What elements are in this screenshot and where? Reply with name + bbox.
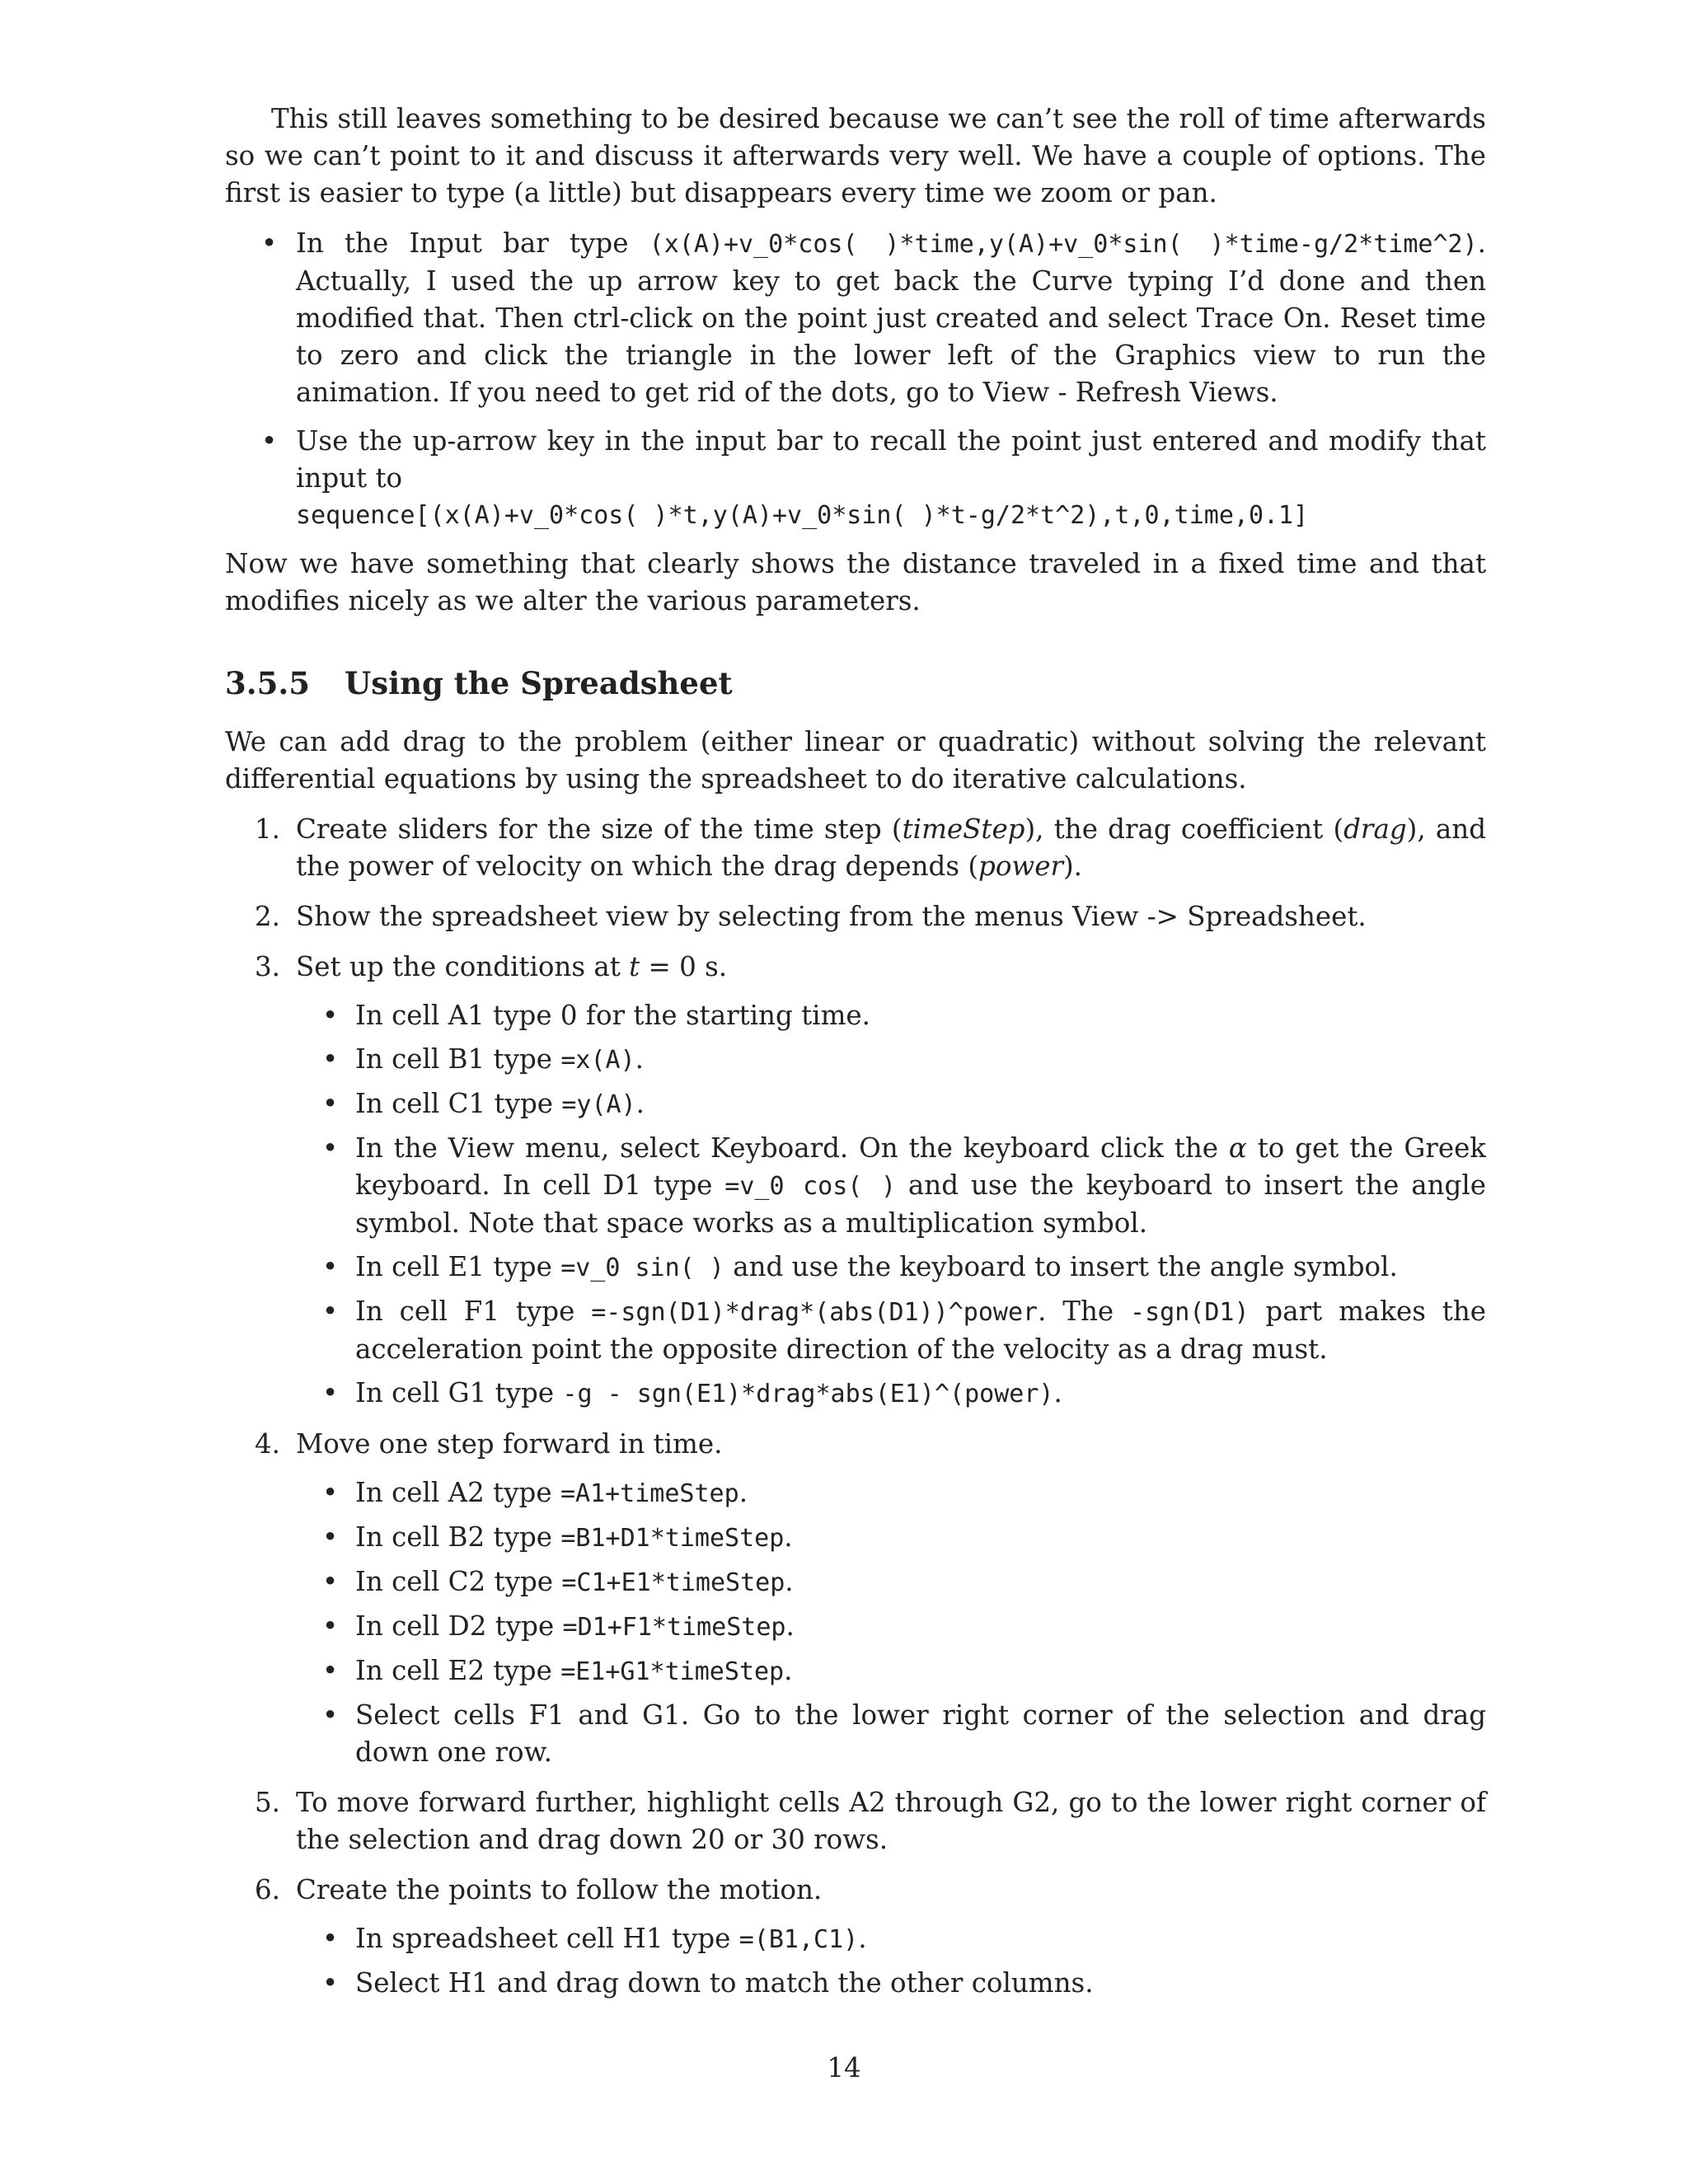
sequence-command: sequence[(x(A)+v_0*cos( )*t,y(A)+v_0*sin( )*t-g/2*t^2),t,0,time,0.1] <box>296 501 1309 530</box>
document-page <box>225 101 1486 2015</box>
section-number: 3.5.5 <box>225 665 310 701</box>
intro-paragraph: This still leaves something to be desired because we can’t see the roll of time afterwards so we can’t point to it and discuss it afterwards very well. We have a couple of options. The first is easier to type (a little) but disappears every time we zoom or pan. <box>225 103 1486 209</box>
section-intro: We can add drag to the problem (either linear or quadratic) without solving the relevant differential equations by using the spreadsheet to do iterative calculations. <box>225 726 1486 794</box>
list-item: • In cell E2 type =E1+G1*timeStep. <box>296 1652 1486 1690</box>
list-item: • Select H1 and drag down to match the other columns. <box>296 1965 1486 2002</box>
list-item: • In cell G1 type -g - sgn(E1)*drag*abs(E1)^(power). <box>296 1375 1486 1413</box>
list-item: • In cell B2 type =B1+D1*timeStep. <box>296 1519 1486 1557</box>
list-item: • In spreadsheet cell H1 type =(B1,C1). <box>296 1920 1486 1958</box>
step-item: 5. To move forward further, highlight cells A2 through G2, go to the lower right corner of the selection and drag down 20 or 30 rows. <box>255 1787 1486 1855</box>
list-item: • Use the up-arrow key in the input bar to recall the point just entered and modify that input to sequence[(x(A)+v_0*cos( )*t,y(A)+v_0*sin( )*t-g/2*t^2),t,0,time,0.1] <box>225 423 1486 534</box>
step-item: 4. Move one step forward in time. • In cell A2 type =A1+timeStep. • In cell B2 type =B1+D1*timeStep. • In cell C2 type =C1+E1*timeStep. • In cell D2 type =D1+F1*timeStep. • In cell E2 type =E1+G1*timeStep. • Select cells F1 and G1. Go to the lower right corner of the selection and drag down one row. <box>225 1426 1486 1771</box>
step-item: 1. Create sliders for the size of the time step (timeStep), the drag coefficient (drag), and the power of velocity on which the drag depends (power). <box>255 813 1487 882</box>
options-list <box>225 225 1486 534</box>
section-heading <box>225 663 1486 704</box>
section-title: Using the Spreadsheet <box>345 665 733 701</box>
list-item: • In the View menu, select Keyboard. On the keyboard click the α to get the Greek keyboard. In cell D1 type =v_0 cos( ) and use the keyboard to insert the angle symbol. Note that space works as a multiplication symbol. <box>296 1130 1486 1242</box>
list-item: • In the Input bar type (x(A)+v_0*cos( )*time,y(A)+v_0*sin( )*time-g/2*time^2). Actually, I used the up arrow key to get back the Curve typing I’d done and then modified that. Then ctrl-click on the point just created and select Trace On. Reset time to zero and click the triangle in the lower left of the Graphics view to run the animation. If you need to get rid of the dots, go to View - Refresh Views. <box>225 225 1486 411</box>
list-item: • In cell C2 type =C1+E1*timeStep. <box>296 1563 1486 1601</box>
list-item: • In cell A2 type =A1+timeStep. <box>296 1474 1486 1512</box>
list-item: • Select cells F1 and G1. Go to the lower right corner of the selection and drag down one row. <box>296 1697 1486 1771</box>
page-number: 14 <box>827 2052 861 2083</box>
substeps-list <box>296 997 1486 1413</box>
input-command: (x(A)+v_0*cos( )*time,y(A)+v_0*sin( )*time-g/2*time^2) <box>649 230 1478 259</box>
summary-paragraph: Now we have something that clearly shows the distance traveled in a fixed time and that modifies nicely as we alter the various parameters. <box>225 548 1486 616</box>
list-item: • In cell A1 type 0 for the starting time. <box>296 997 1486 1034</box>
substeps-list <box>296 1474 1486 1771</box>
step-item: 2. Show the spreadsheet view by selecting from the menus View -> Spreadsheet. <box>255 901 1367 932</box>
list-item: • In cell B1 type =x(A). <box>296 1041 1486 1079</box>
step-item: 3. Set up the conditions at t = 0 s. • In cell A1 type 0 for the starting time. • In cell B1 type =x(A). • In cell C1 type =y(A). • In the View menu, select Keyboard. On the keyboard click the α to get the Greek keyboard. In cell D1 type =v_0 cos( ) and use the keyboard to insert the angle symbol. Note that space works as a multiplication symbol. • In cell E1 type =v_0 sin( ) and use the keyboard to insert the angle symbol. • In cell F1 type =-sgn(D1)*drag*(abs(D1))^power. The -sgn(D1) part makes the acceleration point the opposite direction of the velocity as a drag must. • In cell G1 type -g - sgn(E1)*drag*abs(E1)^(power). <box>225 949 1486 1413</box>
step-item: 6. Create the points to follow the motion. • In spreadsheet cell H1 type =(B1,C1). • Select H1 and drag down to match the other columns. <box>225 1872 1486 2002</box>
list-item: • In cell C1 type =y(A). <box>296 1085 1486 1123</box>
list-item: • In cell F1 type =-sgn(D1)*drag*(abs(D1))^power. The -sgn(D1) part makes the acceleration point the opposite direction of the velocity as a drag must. <box>296 1293 1486 1368</box>
steps-list <box>225 811 1486 2002</box>
list-item: • In cell D2 type =D1+F1*timeStep. <box>296 1608 1486 1646</box>
substeps-list <box>296 1920 1486 2002</box>
list-item: • In cell E1 type =v_0 sin( ) and use the keyboard to insert the angle symbol. <box>296 1249 1486 1286</box>
